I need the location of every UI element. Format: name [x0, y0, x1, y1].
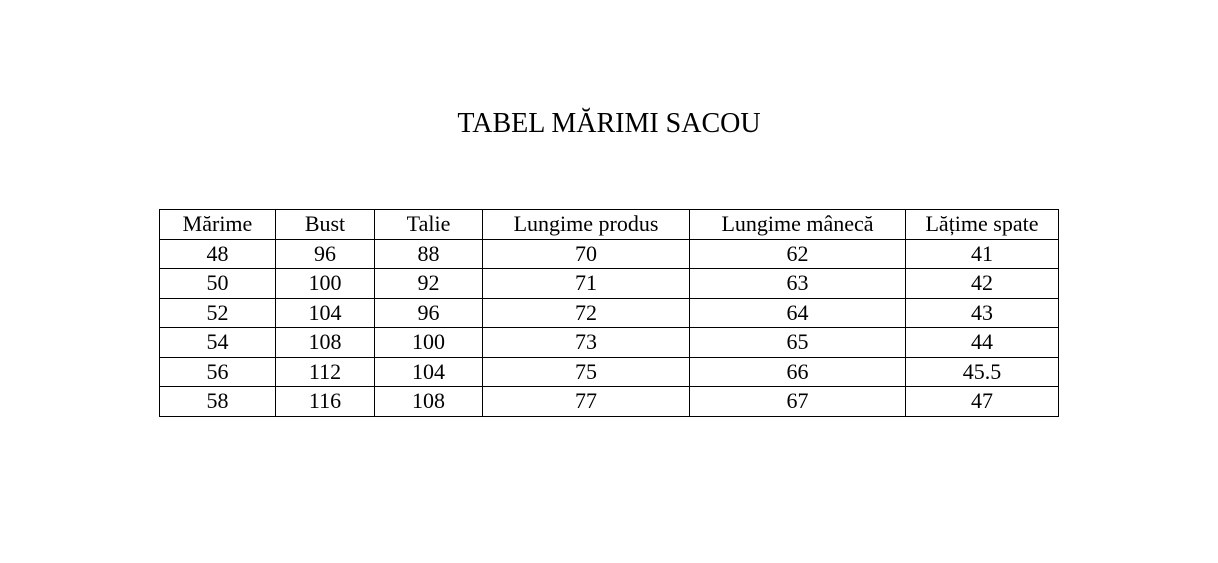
cell-waist: 96: [375, 298, 483, 328]
cell-back-width: 42: [906, 269, 1059, 299]
header-size: Mărime: [160, 210, 276, 240]
cell-sleeve-length: 62: [690, 239, 906, 269]
cell-bust: 108: [276, 328, 375, 358]
cell-bust: 112: [276, 357, 375, 387]
cell-sleeve-length: 64: [690, 298, 906, 328]
table-header-row: [160, 210, 1059, 240]
cell-size: 52: [160, 298, 276, 328]
cell-waist: 108: [375, 387, 483, 417]
cell-product-length: 71: [483, 269, 690, 299]
cell-back-width: 45.5: [906, 357, 1059, 387]
cell-bust: 100: [276, 269, 375, 299]
cell-size: 56: [160, 357, 276, 387]
table-row: [160, 269, 1059, 299]
cell-back-width: 47: [906, 387, 1059, 417]
cell-waist: 100: [375, 328, 483, 358]
table-row: [160, 298, 1059, 328]
cell-bust: 104: [276, 298, 375, 328]
cell-product-length: 70: [483, 239, 690, 269]
header-product-length: Lungime produs: [483, 210, 690, 240]
cell-sleeve-length: 65: [690, 328, 906, 358]
table-row: [160, 328, 1059, 358]
cell-waist: 92: [375, 269, 483, 299]
header-back-width: Lățime spate: [906, 210, 1059, 240]
cell-waist: 88: [375, 239, 483, 269]
cell-product-length: 77: [483, 387, 690, 417]
cell-product-length: 73: [483, 328, 690, 358]
cell-size: 58: [160, 387, 276, 417]
cell-sleeve-length: 66: [690, 357, 906, 387]
cell-waist: 104: [375, 357, 483, 387]
size-table: [159, 209, 1059, 417]
header-sleeve-length: Lungime mânecă: [690, 210, 906, 240]
header-bust: Bust: [276, 210, 375, 240]
table-row: [160, 239, 1059, 269]
cell-size: 48: [160, 239, 276, 269]
cell-bust: 116: [276, 387, 375, 417]
table-row: [160, 387, 1059, 417]
cell-back-width: 41: [906, 239, 1059, 269]
cell-size: 54: [160, 328, 276, 358]
header-waist: Talie: [375, 210, 483, 240]
page-title: TABEL MĂRIMI SACOU: [457, 108, 761, 139]
cell-size: 50: [160, 269, 276, 299]
cell-sleeve-length: 67: [690, 387, 906, 417]
cell-sleeve-length: 63: [690, 269, 906, 299]
cell-back-width: 44: [906, 328, 1059, 358]
cell-product-length: 72: [483, 298, 690, 328]
cell-bust: 96: [276, 239, 375, 269]
cell-product-length: 75: [483, 357, 690, 387]
cell-back-width: 43: [906, 298, 1059, 328]
table-row: [160, 357, 1059, 387]
